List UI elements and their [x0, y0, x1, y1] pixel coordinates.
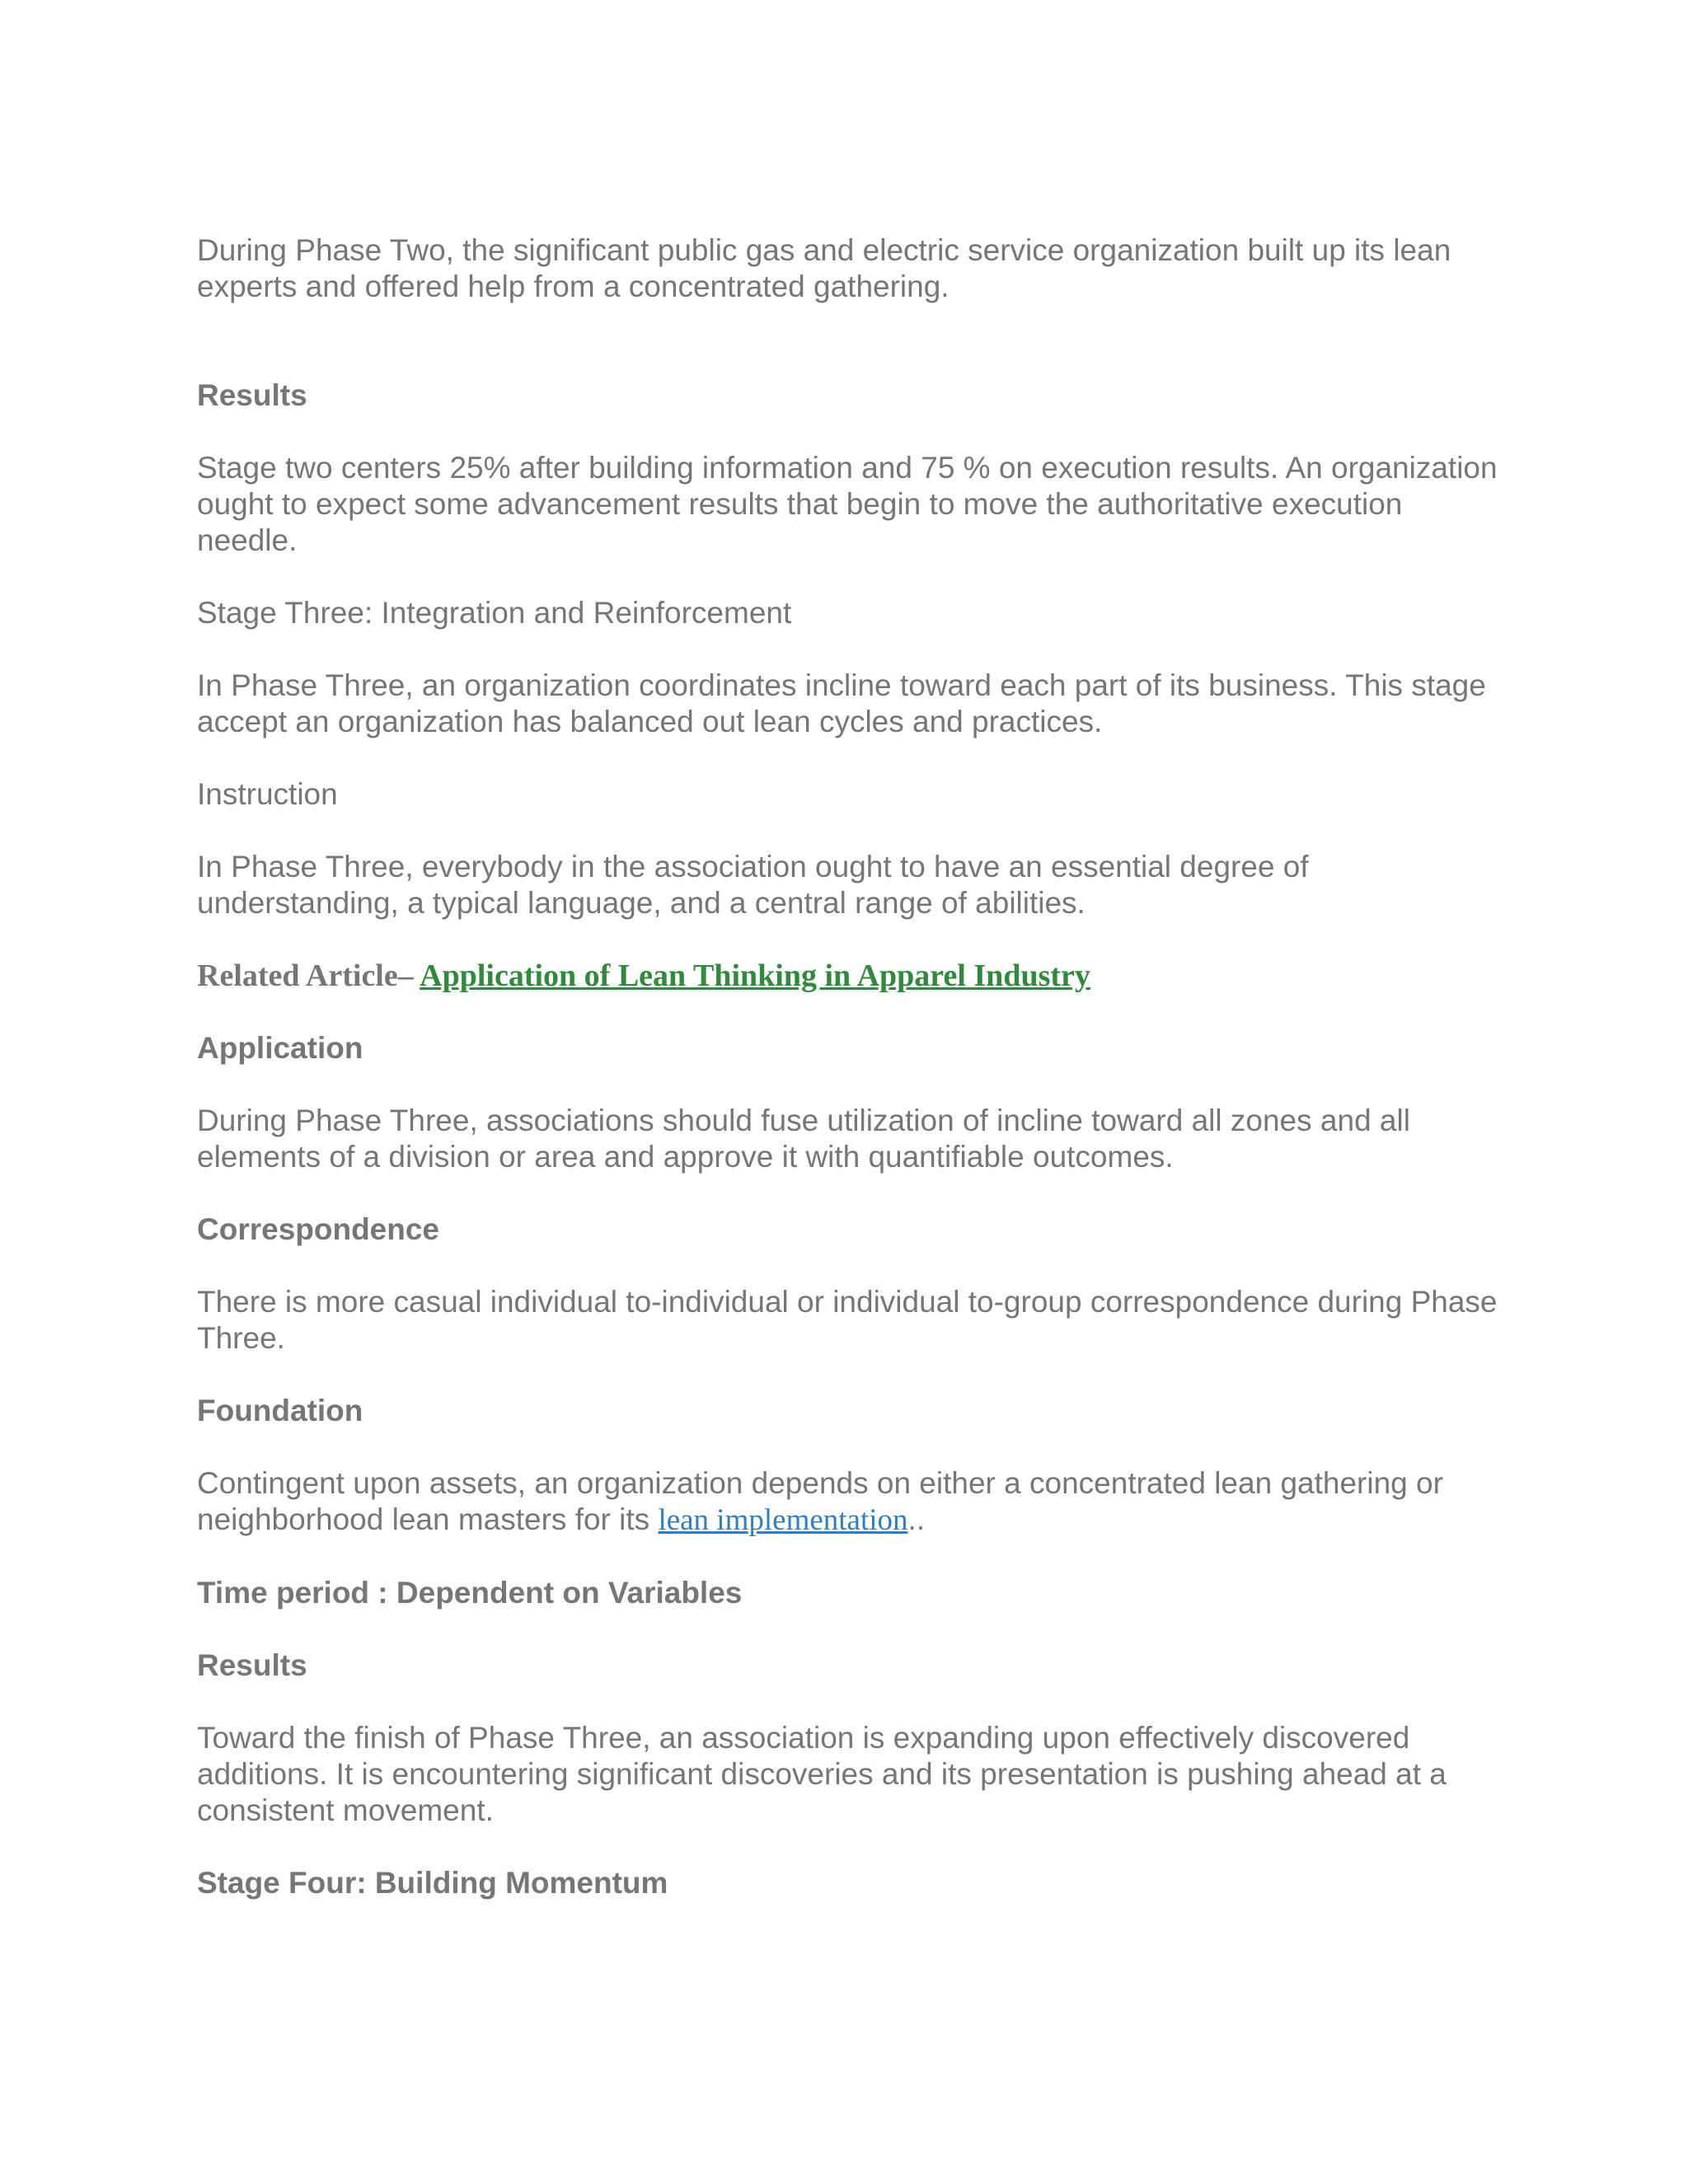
- paragraph-stage-two-results: Stage two centers 25% after building information and 75 % on execution results. An organization ought to expect some advancement results that begin to move the authoritative execution needle.: [197, 451, 1498, 557]
- heading-stage-three: Stage Three: Integration and Reinforcement: [197, 596, 792, 630]
- paragraph-phase-two-summary: During Phase Two, the significant public gas and electric service organization built up its lean experts and offered help from a concentrated gathering.: [197, 233, 1451, 303]
- paragraph-application: During Phase Three, associations should fuse utilization of incline toward all zones and all elements of a division or area and approve it with quantifiable outcomes.: [197, 1104, 1410, 1174]
- paragraph-phase-three-intro: In Phase Three, an organization coordinates incline toward each part of its business. This stage accept an organization has balanced out lean cycles and practices.: [197, 668, 1486, 738]
- heading-correspondence: Correspondence: [197, 1212, 440, 1246]
- heading-stage-four: Stage Four: Building Momentum: [197, 1866, 668, 1900]
- related-article-link[interactable]: Application of Lean Thinking in Apparel Industry: [420, 958, 1090, 993]
- heading-foundation: Foundation: [197, 1394, 363, 1427]
- related-article: [197, 958, 1499, 994]
- heading-time-period: Time period : Dependent on Variables: [197, 1576, 743, 1610]
- paragraph-foundation-tail: ..: [907, 1502, 926, 1536]
- related-article-label: Related Article–: [197, 958, 420, 993]
- heading-instruction: Instruction: [197, 777, 338, 811]
- paragraph-foundation-text: Contingent upon assets, an organization depends on either a concentrated lean gathering or neighborhood lean masters for its: [197, 1466, 1443, 1536]
- paragraph-phase-three-results: Toward the finish of Phase Three, an association is expanding upon effectively discovered additions. It is encountering significant discoveries and its presentation is pushing ahead at a consistent movement.: [197, 1721, 1447, 1827]
- heading-results: Results: [197, 378, 307, 412]
- heading-application: Application: [197, 1031, 363, 1065]
- heading-results-phase-three: Results: [197, 1648, 307, 1682]
- lean-implementation-link[interactable]: lean implementation: [658, 1503, 908, 1537]
- paragraph-instruction: In Phase Three, everybody in the association ought to have an essential degree of understanding, a typical language, and a central range of abilities.: [197, 850, 1309, 920]
- paragraph-foundation: [197, 1465, 1499, 1539]
- article-body: [197, 232, 1499, 1938]
- paragraph-correspondence: There is more casual individual to-individual or individual to-group correspondence during Phase Three.: [197, 1285, 1498, 1355]
